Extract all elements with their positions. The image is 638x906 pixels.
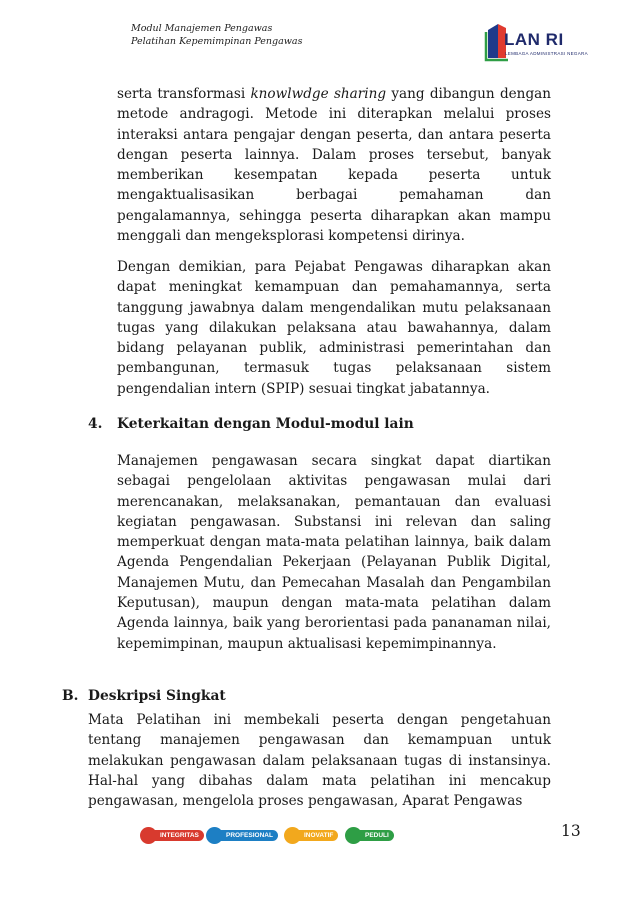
section-b-body: Mata Pelatihan ini membekali peserta dengan pengetahuan tentang manajemen pengawasan dan kemampuan untuk melakukan pengawasan dalam pelaksanaan tugas di instansinya. Hal-hal yang dibahas dalam mata pelatihan ini mencakup pengawasan, mengelola proses pengawasan, Aparat Pengawas (88, 712, 551, 810)
badge-integritas: INTEGRITAS (140, 823, 204, 847)
logo-subtext: LEMBAGA ADMINISTRASI NEGARA (505, 51, 588, 56)
badge-inovatif: INOVATIF (284, 823, 338, 847)
section-b-number: B. (62, 688, 79, 704)
logo-text: LAN RI (504, 30, 564, 49)
section-b-title: Deskripsi Singkat (88, 688, 226, 704)
header-module-title: Modul Manajemen Pengawas (131, 23, 273, 34)
emphasis-knowledge-sharing: knowlwdge sharing (250, 86, 387, 102)
running-header (131, 22, 302, 48)
paragraph-conclusion: Dengan demikian, para Pejabat Pengawas diharapkan akan dapat meningkat kemampuan dan pemahamannya, serta tanggung jawabnya dalam mengendalikan mutu pelaksanaan tugas yang dilakukan pelaksana atau bawahannya, dalam bidang pelayanan publik, administrasi pemerintahan dan pembangunan, termasuk tugas pelaksanaan sistem pengendalian intern (SPIP) sesuai tingkat jabatannya. (117, 259, 551, 397)
header-training-title: Pelatihan Kepemimpinan Pengawas (131, 36, 303, 47)
section-4-title: Keterkaitan dengan Modul-modul lain (117, 416, 414, 432)
badge-profesional: PROFESIONAL (206, 823, 278, 847)
core-values-badges (140, 823, 402, 847)
section-4-number: 4. (88, 416, 103, 432)
section-4-body: Manajemen pengawasan secara singkat dapat diartikan sebagai pengelolaan aktivitas pengawasan mulai dari merencanakan, melaksanakan, pemantauan dan evaluasi kegiatan pengawasan. Substansi ini relevan dan saling memperkuat dengan mata-mata pelatihan lainnya, baik dalam Agenda Pengendalian Pekerjaan (Pelayanan Publik Digital, Manajemen Mutu, dan Pemecahan Masalah dan Pengambilan Keputusan), maupun dengan mata-mata pelatihan dalam Agenda lainnya, baik yang berorientasi pada pananaman nilai, kepemimpinan, maupun aktualisasi kepemimpinannya. (117, 453, 551, 652)
paragraph-methods: serta transformasi knowlwdge sharing yang dibangun dengan metode andragogi. Metode ini diterapkan melalui proses interaksi antara pengajar dengan peserta, dan antara peserta dengan peserta lainnya. Dalam proses tersebut, banyak memberikan kesempatan kepada peserta untuk mengaktualisasikan berbagai pemahaman dan pengalamannya, sehingga peserta diharapkan akan mampu menggali dan mengeksplorasi kompetensi dirinya. (117, 86, 552, 245)
badge-peduli: PEDULI (345, 823, 394, 847)
page-number: 13 (561, 822, 581, 840)
